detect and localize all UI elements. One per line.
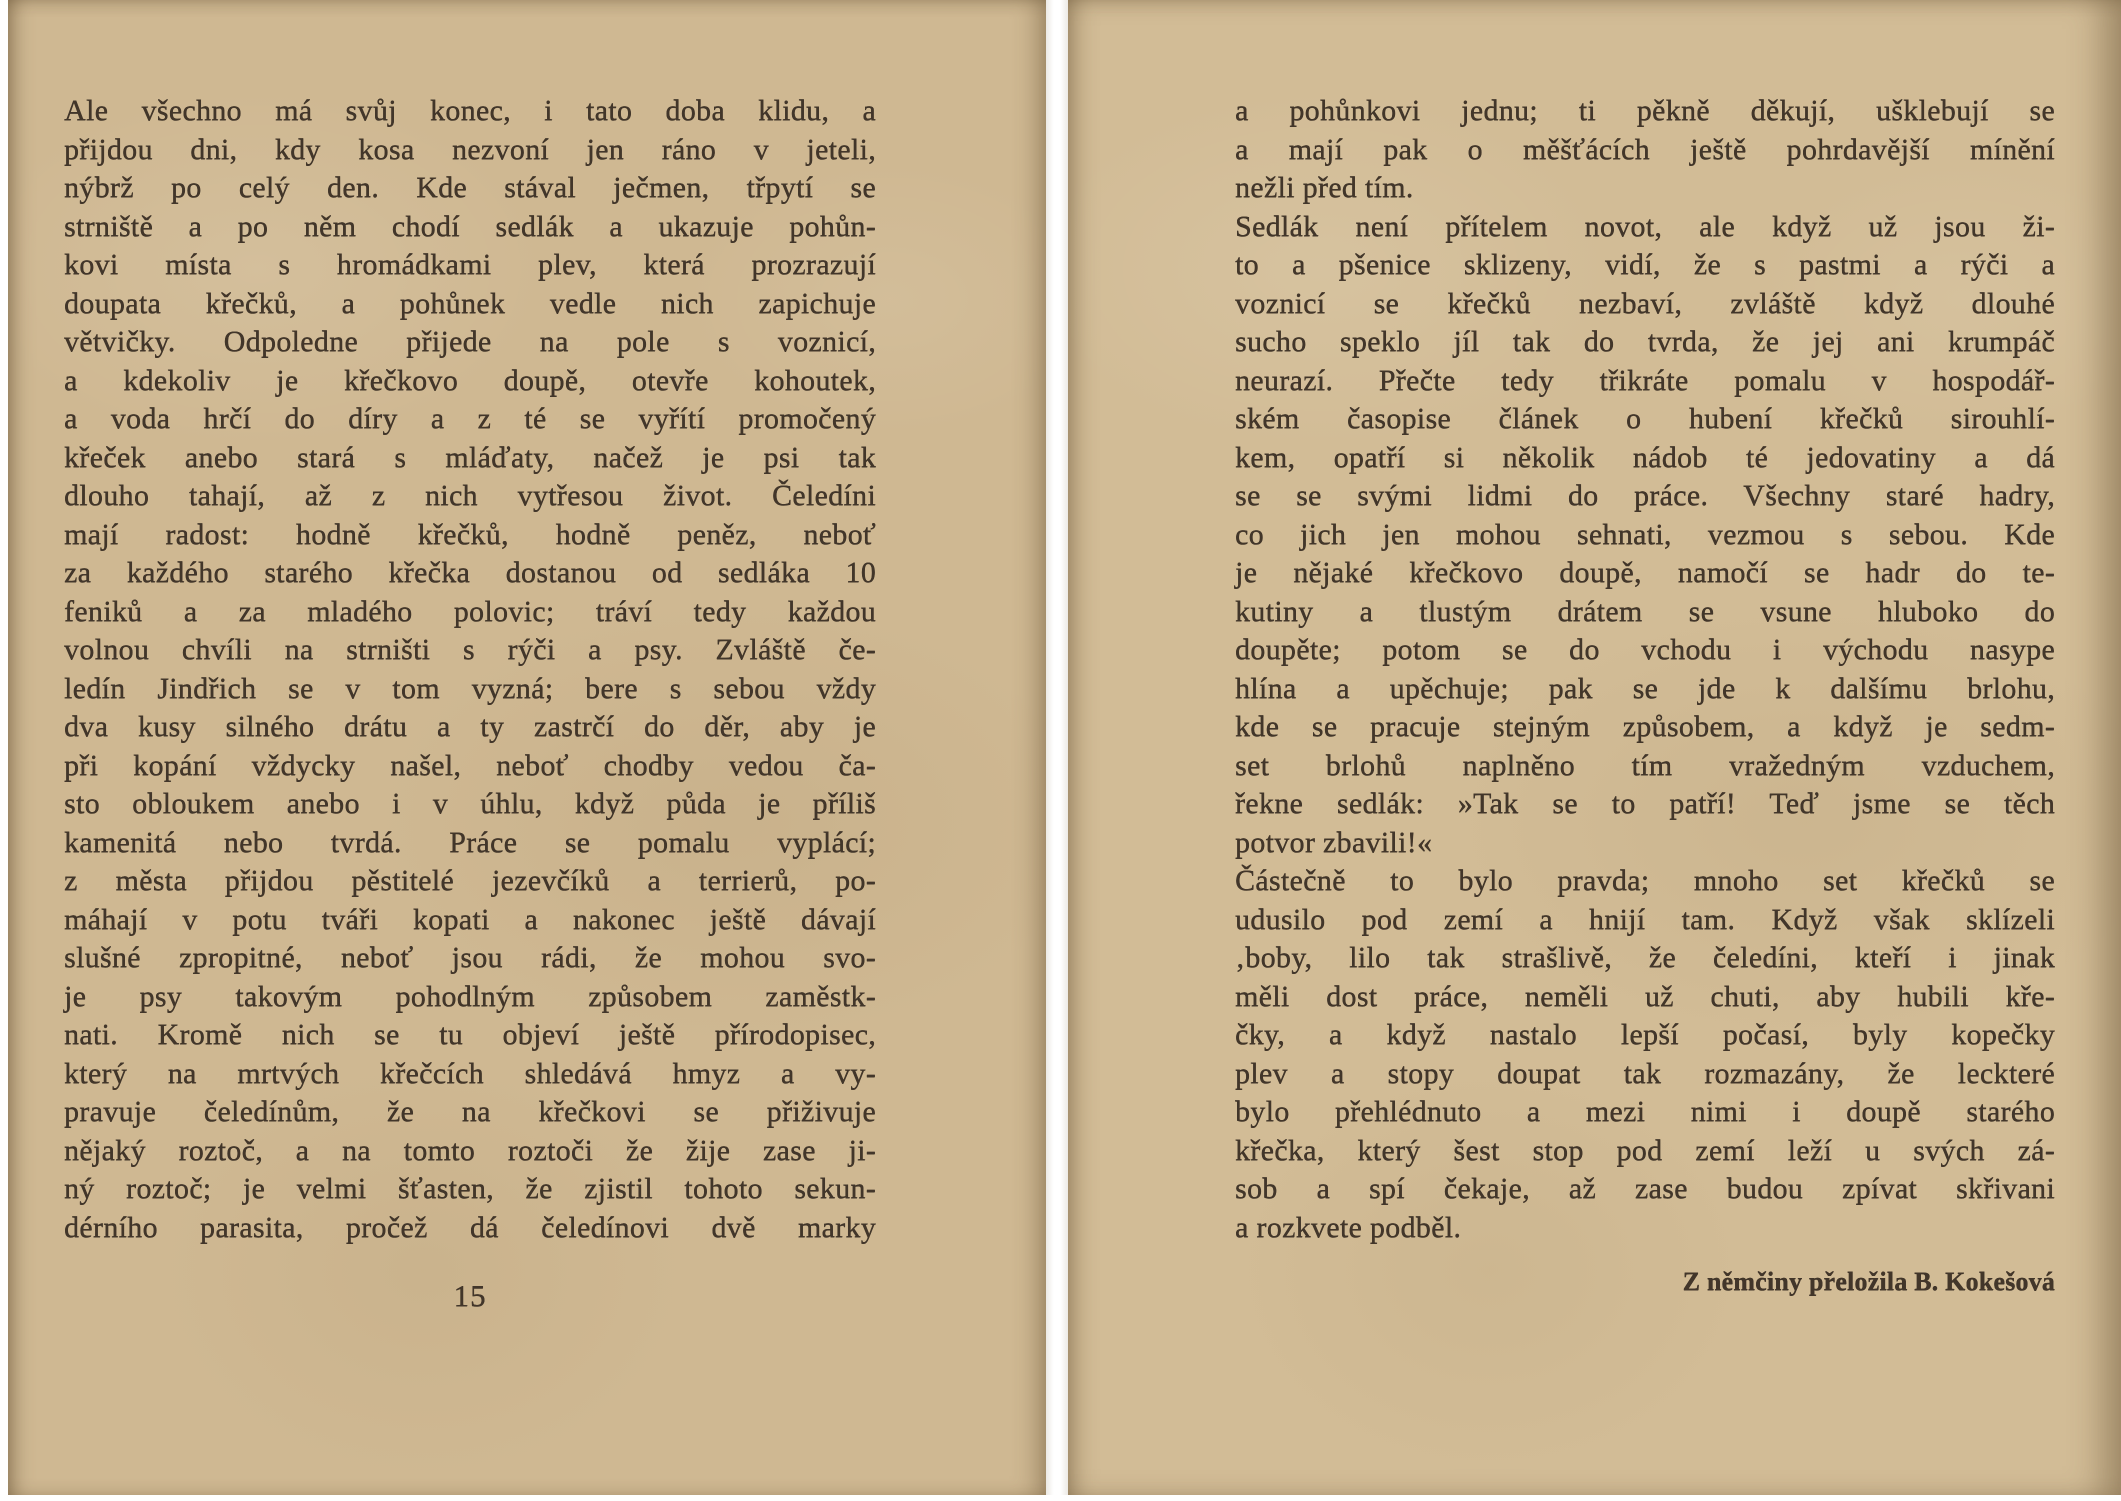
text-line: bylo přehlédnuto a mezi nimi i doupě starého [1235,1095,2055,1128]
text-line: ledín Jindřich se v tom vyzná; bere s sebou vždy [64,671,876,705]
text-line: z města přijdou pěstitelé jezevčíků a terrierů, po- [64,864,876,897]
text-line: strniště a po něm chodí sedlák a ukazuje pohůn- [64,209,876,243]
text-line: nýbrž po celý den. Kde stával ječmen, třpytí se [64,171,876,204]
page-number: 15 [453,1278,487,1313]
page-right [1068,0,2121,1495]
text-line: a pohůnkovi jednu; ti pěkně děkují, ušklebují se [1235,94,2055,127]
text-line: nějaký roztoč, a na tomto roztoči že žije zase ji- [64,1133,876,1167]
translator-credit: Z němčiny přeložila B. Kokešová [1682,1267,2055,1296]
text-line: řekne sedlák: »Tak se to patří! Teď jsme se těch [1235,787,2055,820]
text-line: dva kusy silného drátu a ty zastrčí do děr, aby je [64,710,876,743]
text-line: ském časopise článek o hubení křečků sirouhlí- [1235,402,2055,435]
text-line: mají radost: hodně křečků, hodně peněz, neboť [64,517,876,551]
text-line: sob a spí čekaje, až zase budou zpívat skřivani [1235,1172,2055,1205]
text-line: volnou chvíli na strništi s rýči a psy. Zvláště če- [64,633,876,666]
text-line: co jich jen mohou sehnati, vezmou s sebou. Kde [1235,517,2055,551]
text-line: za každého starého křečka dostanou od sedláka 10 [64,556,876,589]
page-left [8,0,1046,1495]
text-line: a mají pak o měšťácích ještě pohrdavější mínění [1235,132,2055,166]
text-line: a rozkvete podběl. [1235,1210,1462,1244]
text-line: ný roztoč; je velmi šťasten, že zjistil tohoto sekun- [64,1172,876,1205]
text-line: nežli před tím. [1235,171,1414,204]
text-line: dérního parasita, pročež dá čeledínovi dvě marky [64,1210,876,1244]
text-line: křečka, který šest stop pod zemí leží u svých zá- [1235,1133,2055,1167]
text-line: nati. Kromě nich se tu objeví ještě přírodopisec, [64,1018,876,1051]
text-line: feniků a za mladého polovic; tráví tedy každou [64,594,876,628]
text-line: Ale všechno má svůj konec, i tato doba klidu, a [64,94,876,127]
text-line: křeček anebo stará s mláďaty, načež je psi tak [64,440,876,474]
text-line: set brlohů naplněno tím vražedným vzduchem, [1235,748,2055,782]
text-line: a kdekoliv je křečkovo doupě, otevře kohoutek, [64,363,876,397]
text-line: čky, a když nastalo lepší počasí, byly kopečky [1235,1018,2055,1051]
text-line: to a pšenice sklizeny, vidí, že s pastmi a rýči a [1235,248,2055,281]
text-line: je psy takovým pohodlným způsobem zaměstk- [64,979,876,1013]
left-text-lines [64,92,876,1247]
text-line: kovi místa s hromádkami plev, která prozrazují [64,248,876,281]
text-line: plev a stopy doupat tak rozmazány, že leckteré [1235,1056,2055,1090]
text-line: měli dost práce, neměli už chuti, aby hubili kře- [1235,979,2055,1013]
left-text-block [64,92,876,1316]
text-line: Částečně to bylo pravda; mnoho set křečků se [1235,864,2055,897]
text-line: je nějaké křečkovo doupě, namočí se hadr do te- [1235,556,2055,589]
right-text-block [1235,92,2055,1302]
page-gutter [1046,0,1068,1495]
text-line: potvor zbavili!« [1235,825,1433,859]
text-line: kde se pracuje stejným způsobem, a když je sedm- [1235,710,2055,743]
text-line: doupata křečků, a pohůnek vedle nich zapichuje [64,286,876,320]
text-line: kem, opatří si několik nádob té jedovatiny a dá [1235,440,2055,474]
text-line: přijdou dni, kdy kosa nezvoní jen ráno v jeteli, [64,132,876,166]
text-line: pravuje čeledínům, že na křečkovi se přiživuje [64,1095,876,1128]
text-line: slušné zpropitné, neboť jsou rádi, že mohou svo- [64,941,876,974]
text-line: hlína a upěchuje; pak se jde k dalšímu brlohu, [1235,671,2055,705]
text-line: máhají v potu tváři kopati a nakonec ještě dávají [64,902,876,936]
text-line: neurazí. Přečte tedy třikráte pomalu v hospodář- [1235,363,2055,397]
text-line: doupěte; potom se do vchodu i východu nasype [1235,633,2055,666]
text-line: se se svými lidmi do práce. Všechny staré hadry, [1235,479,2055,512]
text-line: voznicí se křečků nezbaví, zvláště když dlouhé [1235,286,2055,320]
text-line: sucho speklo jíl tak do tvrda, že jej ani krumpáč [1235,325,2055,358]
text-line: který na mrtvých křečcích shledává hmyz a vy- [64,1056,876,1090]
right-text-lines [1235,92,2055,1247]
text-line: kutiny a tlustým drátem se vsune hluboko do [1235,594,2055,628]
text-line: a voda hrčí do díry a z té se vyřítí promočený [64,402,876,435]
text-line: dlouho tahají, až z nich vytřesou život. Čeledíni [64,479,876,512]
text-line: ‚boby, lilo tak strašlivě, že čeledíni, kteří i jinak [1235,941,2055,974]
text-line: udusilo pod zemí a hnijí tam. Když však sklízeli [1235,902,2055,936]
text-line: při kopání vždycky našel, neboť chodby vedou ča- [64,748,876,782]
text-line: Sedlák není přítelem novot, ale když už jsou ži- [1235,209,2055,243]
text-line: kamenitá nebo tvrdá. Práce se pomalu vyplácí; [64,825,876,859]
text-line: sto obloukem anebo i v úhlu, když půda je příliš [64,787,876,820]
text-line: větvičky. Odpoledne přijede na pole s voznicí, [64,325,876,358]
